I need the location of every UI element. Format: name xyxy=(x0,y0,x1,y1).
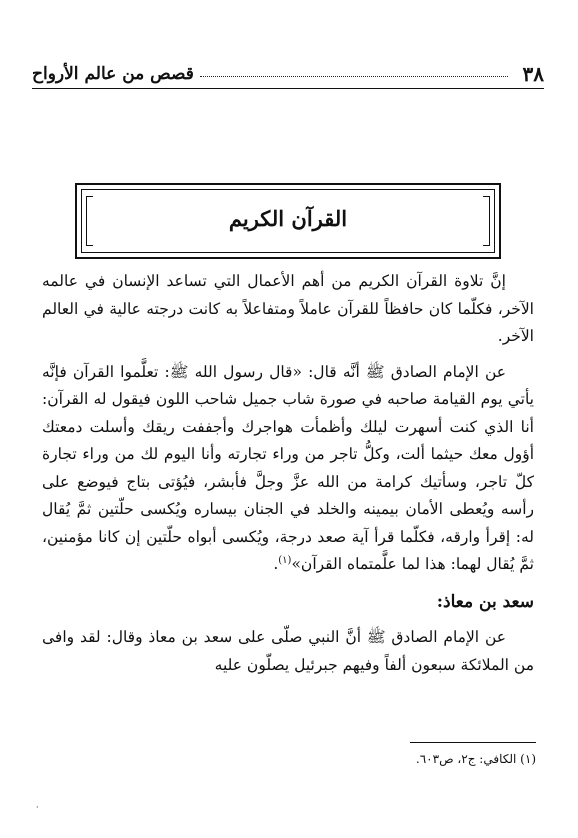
footnote: (١) الكافي: ج٢، ص٦٠٣. xyxy=(415,752,536,766)
paragraph-intro: إنَّ تلاوة القرآن الكريم من أهم الأعمال التي تساعد الإنسان في عالمه الآخر، فكلّما كان حافظاً للقرآن عاملاً ومتفاعلاً به كانت درجته عالية في العالم الآخر. xyxy=(42,272,534,345)
paragraph-saad: عن الإمام الصادق ﷺ أنَّ النبي صلّى على سعد بن معاذ وقال: لقد وافى من الملائكة سبعون ألفاً وفيهم جبرئيل يصلّون عليه xyxy=(42,628,534,674)
page-mark: · xyxy=(36,803,39,812)
footnote-reference: (١) xyxy=(278,554,292,566)
header-leader-dots xyxy=(200,76,508,77)
paragraph-hadith xyxy=(42,359,534,579)
paragraph-hadith-end: . xyxy=(273,555,279,573)
page-header xyxy=(32,62,544,89)
chapter-title: القرآن الكريم xyxy=(228,206,348,231)
section-heading-saad: سعد بن معاذ: xyxy=(436,591,534,612)
paragraph-hadith-text: عن الإمام الصادق ﷺ أنَّه قال: «قال رسول الله ﷺ: تعلَّموا القرآن فإنَّه يأتي يوم القيامة صاحبه في صورة شاب جميل شاحب اللون فيقول له القرآن: أنا الذي كنت أسهرت ليلك وأظمأت هواجرك وأجففت ريقك وأسلت دمعتك أؤول معك حيثما ألت، وكلُّ تاجر من وراء تجارته وأنا اليوم لك من وراء تجارة كلّ تاجر، وسأتيك كرامة من الله عزَّ وجلَّ فأبشر، فيُؤتى بتاج فيوضع على رأسه ويُعطى الأمان بيمينه والخلد في الجنان بيساره ويُكسى حلّتين ثمَّ يُقال له: إقرأ وارقه، فكلّما قرأ آية صعد درجة، ويُكسى أبواه حلّتين إن كانا مؤمنين، ثمَّ يُقال لهما: هذا لما علَّمتماه القرآن» xyxy=(42,362,534,573)
body-text xyxy=(42,268,534,679)
chapter-title-frame xyxy=(75,183,501,259)
running-title: قصص من عالم الأرواح xyxy=(32,64,194,84)
page-number: ٣٨ xyxy=(522,62,544,86)
footnote-divider xyxy=(410,742,536,743)
